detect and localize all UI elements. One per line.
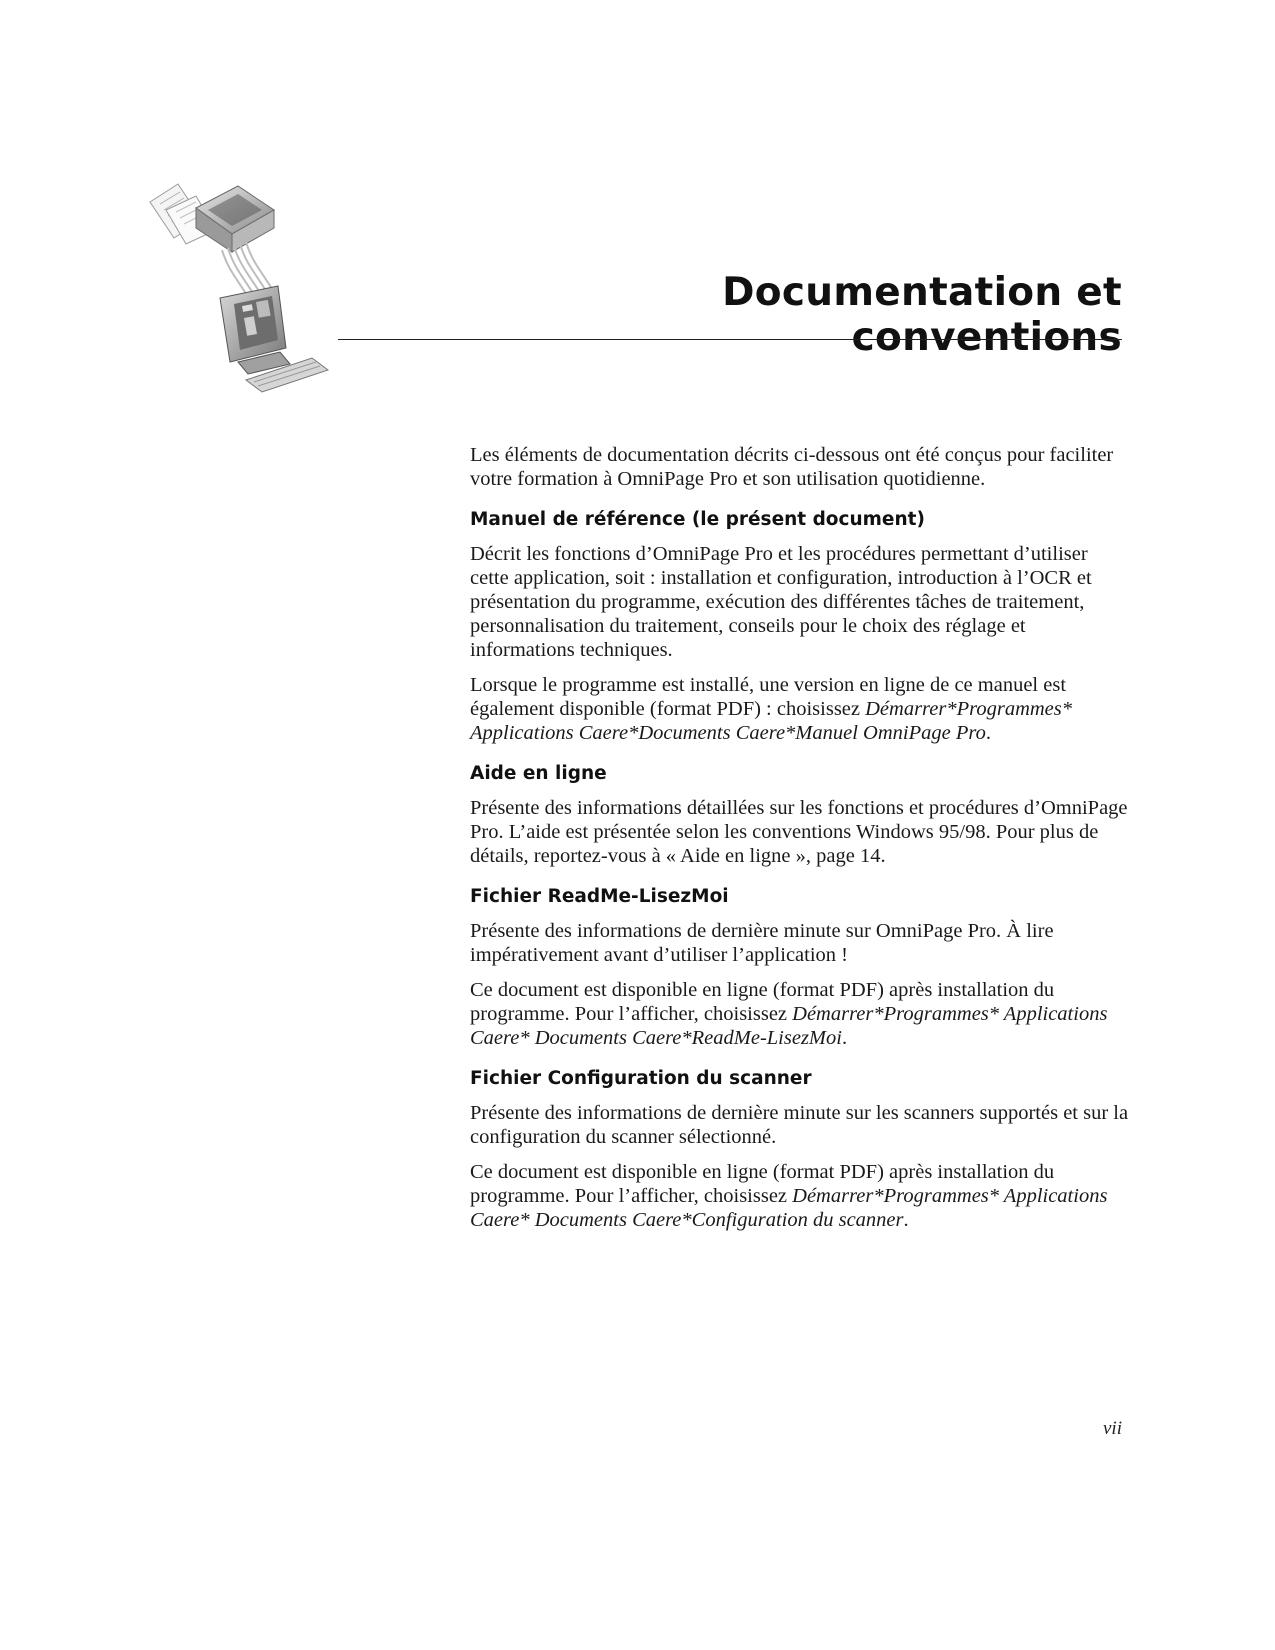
menu-path: Démarrer*Programmes* Applications Caere*Documents Caere*Manuel OmniPage Pro [470, 698, 1073, 744]
section-paragraph: Lorsque le programme est installé, une version en ligne de ce manuel est également disponible (format PDF) : choisissez Démarrer*Programmes* Applications Caere*Documents Caere*Manuel OmniPage Pro. [470, 674, 1073, 744]
body-content [470, 443, 1130, 1243]
scanner-computer-illustration [138, 180, 338, 405]
section-paragraph: Décrit les fonctions d’OmniPage Pro et les procédures permettant d’utiliser cette application, soit : installation et configuration, introduction à l’OCR et présentation du programme, exécution des différentes tâches de traitement, personnalisation du traitement, conseils pour le choix des réglage et informations techniques. [470, 543, 1092, 661]
section-paragraph: Présente des informations de dernière minute sur OmniPage Pro. À lire impérativement avant d’utiliser l’application ! [470, 920, 1054, 966]
section-paragraph: Ce document est disponible en ligne (format PDF) après installation du programme. Pour l’afficher, choisissez Démarrer*Programmes* Applications Caere* Documents Caere*ReadMe-LisezMoi. [470, 979, 1108, 1049]
page-number: vii [1103, 1418, 1122, 1439]
section-heading: Fichier ReadMe-LisezMoi [470, 886, 729, 907]
section-readme-file [470, 885, 1130, 1050]
section-reference-manual [470, 508, 1130, 745]
section-heading: Aide en ligne [470, 763, 607, 784]
section-heading: Manuel de référence (le présent document) [470, 509, 925, 530]
menu-path: Démarrer*Programmes* Applications Caere* Documents Caere*ReadMe-LisezMoi [470, 1003, 1108, 1049]
page-title: Documentation et conventions [722, 270, 1122, 360]
title-divider [338, 339, 1122, 340]
scanner-icon [196, 186, 274, 252]
section-heading: Fichier Configuration du scanner [470, 1068, 812, 1089]
section-paragraph: Ce document est disponible en ligne (format PDF) après installation du programme. Pour l’afficher, choisissez Démarrer*Programmes* Applications Caere* Documents Caere*Configuration du scanner. [470, 1161, 1108, 1231]
intro-paragraph: Les éléments de documentation décrits ci-dessous ont été conçus pour faciliter votre formation à OmniPage Pro et son utilisation quotidienne. [470, 444, 1114, 490]
section-paragraph: Présente des informations détaillées sur les fonctions et procédures d’OmniPage Pro. L’aide est présentée selon les conventions Windows 95/98. Pour plus de détails, reportez-vous à « Aide en ligne », page 14. [470, 797, 1128, 867]
section-scanner-configuration [470, 1067, 1130, 1232]
section-paragraph: Présente des informations de dernière minute sur les scanners supportés et sur la configuration du scanner sélectionné. [470, 1102, 1129, 1148]
monitor-icon [220, 286, 290, 374]
section-online-help [470, 762, 1130, 868]
menu-path: Démarrer*Programmes* Applications Caere* Documents Caere*Configuration du scanner [470, 1185, 1108, 1231]
